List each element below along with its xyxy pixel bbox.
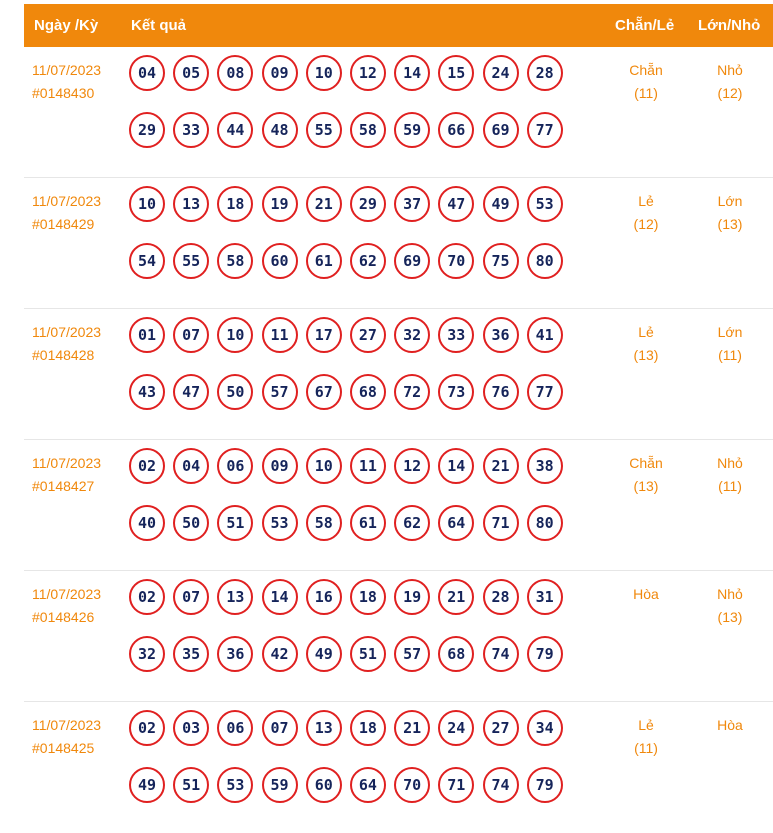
number-ball: 62 bbox=[350, 243, 386, 279]
size-result: Nhỏ bbox=[717, 586, 743, 602]
number-ball: 75 bbox=[483, 243, 519, 279]
table-row bbox=[24, 309, 773, 440]
number-ball: 58 bbox=[350, 112, 386, 148]
number-ball: 49 bbox=[306, 636, 342, 672]
number-ball: 44 bbox=[217, 112, 253, 148]
number-ball: 69 bbox=[483, 112, 519, 148]
number-ball: 68 bbox=[350, 374, 386, 410]
size-count: (12) bbox=[717, 85, 743, 101]
size-result: Nhỏ bbox=[717, 455, 743, 471]
number-ball: 21 bbox=[306, 186, 342, 222]
number-ball: 51 bbox=[350, 636, 386, 672]
table-row bbox=[24, 702, 773, 833]
number-ball: 10 bbox=[306, 55, 342, 91]
draw-date: 11/07/2023 bbox=[32, 455, 102, 471]
number-ball: 03 bbox=[173, 710, 209, 746]
parity-result: Hòa bbox=[633, 586, 659, 602]
number-ball: 19 bbox=[394, 579, 430, 615]
parity-cell bbox=[611, 583, 681, 606]
table-body bbox=[24, 47, 773, 833]
date-draw-cell bbox=[32, 190, 101, 236]
number-ball: 33 bbox=[173, 112, 209, 148]
number-ball: 27 bbox=[483, 710, 519, 746]
number-ball: 55 bbox=[306, 112, 342, 148]
number-ball: 71 bbox=[438, 767, 474, 803]
number-ball: 74 bbox=[483, 767, 519, 803]
number-ball: 64 bbox=[350, 767, 386, 803]
number-ball: 57 bbox=[262, 374, 298, 410]
number-ball: 37 bbox=[394, 186, 430, 222]
draw-id: #0148428 bbox=[32, 347, 95, 363]
number-ball: 32 bbox=[129, 636, 165, 672]
size-cell bbox=[695, 59, 765, 105]
number-ball: 51 bbox=[217, 505, 253, 541]
number-ball: 53 bbox=[217, 767, 253, 803]
table-row bbox=[24, 47, 773, 178]
parity-result: Lẻ bbox=[638, 193, 654, 209]
number-ball: 62 bbox=[394, 505, 430, 541]
number-ball: 36 bbox=[217, 636, 253, 672]
date-draw-cell bbox=[32, 452, 101, 498]
table-row bbox=[24, 440, 773, 571]
number-ball: 69 bbox=[394, 243, 430, 279]
number-ball: 04 bbox=[129, 55, 165, 91]
header-parity: Chẵn/Lẻ bbox=[615, 17, 675, 34]
parity-count: (13) bbox=[633, 478, 659, 494]
size-result: Lớn bbox=[717, 324, 743, 340]
number-ball: 59 bbox=[262, 767, 298, 803]
number-ball: 08 bbox=[217, 55, 253, 91]
header-date-draw: Ngày /Kỳ bbox=[34, 17, 99, 34]
draw-date: 11/07/2023 bbox=[32, 193, 102, 209]
number-ball: 35 bbox=[173, 636, 209, 672]
parity-result: Chẵn bbox=[629, 455, 663, 471]
result-numbers bbox=[129, 186, 569, 279]
number-ball: 10 bbox=[217, 317, 253, 353]
number-ball: 27 bbox=[350, 317, 386, 353]
number-ball: 80 bbox=[527, 505, 563, 541]
draw-date: 11/07/2023 bbox=[32, 586, 102, 602]
number-ball: 16 bbox=[306, 579, 342, 615]
result-numbers bbox=[129, 317, 569, 410]
number-ball: 21 bbox=[394, 710, 430, 746]
number-ball: 55 bbox=[173, 243, 209, 279]
parity-cell bbox=[611, 714, 681, 760]
number-ball: 60 bbox=[262, 243, 298, 279]
draw-id: #0148425 bbox=[32, 740, 95, 756]
number-ball: 60 bbox=[306, 767, 342, 803]
number-ball: 28 bbox=[527, 55, 563, 91]
number-ball: 07 bbox=[173, 317, 209, 353]
size-count: (13) bbox=[717, 609, 743, 625]
parity-result: Chẵn bbox=[629, 62, 663, 78]
number-ball: 36 bbox=[483, 317, 519, 353]
draw-date: 11/07/2023 bbox=[32, 324, 102, 340]
size-cell bbox=[695, 321, 765, 367]
number-ball: 24 bbox=[483, 55, 519, 91]
number-ball: 12 bbox=[394, 448, 430, 484]
number-ball: 24 bbox=[438, 710, 474, 746]
size-count: (11) bbox=[718, 478, 742, 494]
number-ball: 76 bbox=[483, 374, 519, 410]
parity-count: (11) bbox=[634, 85, 658, 101]
number-ball: 05 bbox=[173, 55, 209, 91]
number-ball: 40 bbox=[129, 505, 165, 541]
size-cell bbox=[695, 583, 765, 629]
parity-count: (12) bbox=[633, 216, 659, 232]
number-ball: 57 bbox=[394, 636, 430, 672]
size-result: Lớn bbox=[717, 193, 743, 209]
size-count: (13) bbox=[717, 216, 743, 232]
draw-id: #0148429 bbox=[32, 216, 95, 232]
draw-id: #0148426 bbox=[32, 609, 95, 625]
result-numbers bbox=[129, 448, 569, 541]
date-draw-cell bbox=[32, 714, 101, 760]
number-ball: 64 bbox=[438, 505, 474, 541]
number-ball: 58 bbox=[306, 505, 342, 541]
number-ball: 41 bbox=[527, 317, 563, 353]
number-ball: 12 bbox=[350, 55, 386, 91]
draw-date: 11/07/2023 bbox=[32, 717, 102, 733]
size-cell bbox=[695, 190, 765, 236]
number-ball: 70 bbox=[438, 243, 474, 279]
number-ball: 21 bbox=[438, 579, 474, 615]
number-ball: 18 bbox=[350, 710, 386, 746]
number-ball: 77 bbox=[527, 112, 563, 148]
number-ball: 50 bbox=[173, 505, 209, 541]
parity-count: (13) bbox=[633, 347, 659, 363]
number-ball: 48 bbox=[262, 112, 298, 148]
number-ball: 32 bbox=[394, 317, 430, 353]
number-ball: 06 bbox=[217, 448, 253, 484]
parity-result: Lẻ bbox=[638, 717, 654, 733]
draw-date: 11/07/2023 bbox=[32, 62, 102, 78]
parity-cell bbox=[611, 59, 681, 105]
number-ball: 59 bbox=[394, 112, 430, 148]
parity-count: (11) bbox=[634, 740, 658, 756]
number-ball: 21 bbox=[483, 448, 519, 484]
number-ball: 07 bbox=[262, 710, 298, 746]
number-ball: 07 bbox=[173, 579, 209, 615]
number-ball: 14 bbox=[438, 448, 474, 484]
number-ball: 13 bbox=[173, 186, 209, 222]
number-ball: 18 bbox=[350, 579, 386, 615]
number-ball: 02 bbox=[129, 448, 165, 484]
number-ball: 77 bbox=[527, 374, 563, 410]
size-count: (11) bbox=[718, 347, 742, 363]
draw-id: #0148427 bbox=[32, 478, 95, 494]
number-ball: 54 bbox=[129, 243, 165, 279]
parity-cell bbox=[611, 452, 681, 498]
number-ball: 51 bbox=[173, 767, 209, 803]
date-draw-cell bbox=[32, 321, 101, 367]
result-numbers bbox=[129, 710, 569, 803]
number-ball: 28 bbox=[483, 579, 519, 615]
number-ball: 49 bbox=[483, 186, 519, 222]
number-ball: 04 bbox=[173, 448, 209, 484]
size-cell bbox=[695, 452, 765, 498]
number-ball: 70 bbox=[394, 767, 430, 803]
number-ball: 49 bbox=[129, 767, 165, 803]
number-ball: 15 bbox=[438, 55, 474, 91]
number-ball: 38 bbox=[527, 448, 563, 484]
number-ball: 47 bbox=[438, 186, 474, 222]
number-ball: 66 bbox=[438, 112, 474, 148]
results-table bbox=[24, 4, 773, 833]
number-ball: 09 bbox=[262, 448, 298, 484]
number-ball: 31 bbox=[527, 579, 563, 615]
number-ball: 61 bbox=[306, 243, 342, 279]
number-ball: 73 bbox=[438, 374, 474, 410]
parity-cell bbox=[611, 321, 681, 367]
number-ball: 02 bbox=[129, 710, 165, 746]
number-ball: 09 bbox=[262, 55, 298, 91]
number-ball: 01 bbox=[129, 317, 165, 353]
number-ball: 72 bbox=[394, 374, 430, 410]
number-ball: 34 bbox=[527, 710, 563, 746]
date-draw-cell bbox=[32, 583, 101, 629]
table-row bbox=[24, 571, 773, 702]
header-result: Kết quả bbox=[131, 17, 187, 34]
parity-cell bbox=[611, 190, 681, 236]
number-ball: 17 bbox=[306, 317, 342, 353]
number-ball: 11 bbox=[350, 448, 386, 484]
result-numbers bbox=[129, 579, 569, 672]
number-ball: 29 bbox=[129, 112, 165, 148]
number-ball: 79 bbox=[527, 767, 563, 803]
number-ball: 53 bbox=[527, 186, 563, 222]
number-ball: 61 bbox=[350, 505, 386, 541]
number-ball: 06 bbox=[217, 710, 253, 746]
number-ball: 14 bbox=[262, 579, 298, 615]
number-ball: 42 bbox=[262, 636, 298, 672]
size-result: Nhỏ bbox=[717, 62, 743, 78]
number-ball: 33 bbox=[438, 317, 474, 353]
draw-id: #0148430 bbox=[32, 85, 95, 101]
number-ball: 02 bbox=[129, 579, 165, 615]
number-ball: 11 bbox=[262, 317, 298, 353]
number-ball: 67 bbox=[306, 374, 342, 410]
result-numbers bbox=[129, 55, 569, 148]
number-ball: 18 bbox=[217, 186, 253, 222]
number-ball: 47 bbox=[173, 374, 209, 410]
number-ball: 79 bbox=[527, 636, 563, 672]
header-size: Lớn/Nhỏ bbox=[698, 17, 761, 34]
table-row bbox=[24, 178, 773, 309]
number-ball: 53 bbox=[262, 505, 298, 541]
number-ball: 80 bbox=[527, 243, 563, 279]
number-ball: 71 bbox=[483, 505, 519, 541]
number-ball: 74 bbox=[483, 636, 519, 672]
size-cell bbox=[695, 714, 765, 737]
size-result: Hòa bbox=[717, 717, 743, 733]
number-ball: 68 bbox=[438, 636, 474, 672]
date-draw-cell bbox=[32, 59, 101, 105]
number-ball: 43 bbox=[129, 374, 165, 410]
number-ball: 10 bbox=[129, 186, 165, 222]
number-ball: 50 bbox=[217, 374, 253, 410]
number-ball: 58 bbox=[217, 243, 253, 279]
table-header bbox=[24, 4, 773, 47]
number-ball: 29 bbox=[350, 186, 386, 222]
number-ball: 19 bbox=[262, 186, 298, 222]
number-ball: 14 bbox=[394, 55, 430, 91]
number-ball: 13 bbox=[306, 710, 342, 746]
number-ball: 10 bbox=[306, 448, 342, 484]
number-ball: 13 bbox=[217, 579, 253, 615]
parity-result: Lẻ bbox=[638, 324, 654, 340]
